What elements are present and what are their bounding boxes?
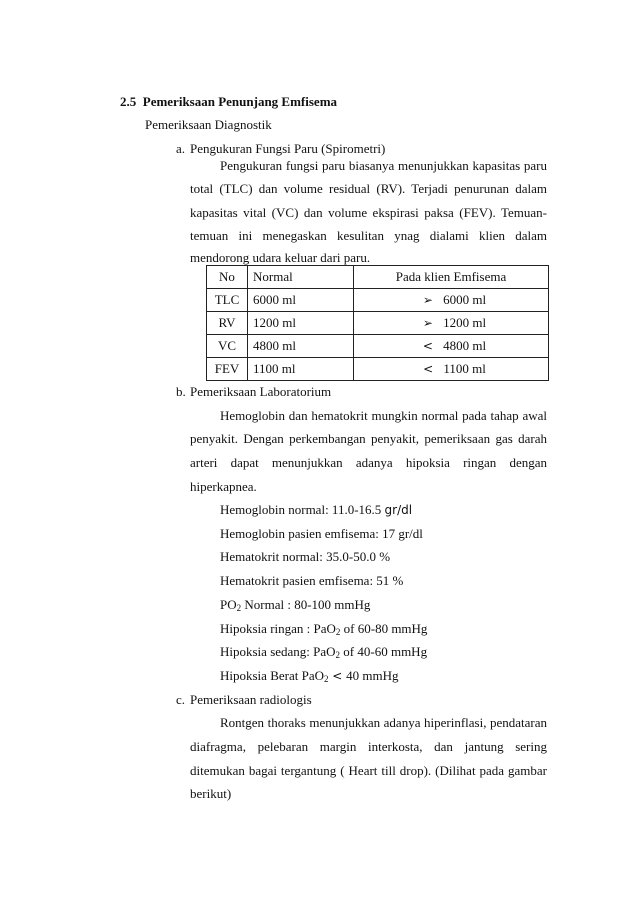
less-than-symbol: < [328,669,347,683]
patient-value: 6000 ml [443,292,487,307]
table-row [207,358,549,381]
hb-normal-label: Hemoglobin normal: 11.0-16.5 [220,502,385,517]
spirometry-table [206,265,549,381]
item-a-para-line-3: kapasitas vital (VC) dan volume ekspirasi paksa (FEV). Temuan- [190,205,547,220]
po2-normal [220,597,370,613]
hip-berat-sub: 2 [323,674,329,684]
table-cell-patient [354,312,549,335]
item-b-para-line-1: Hemoglobin dan hematokrit mungkin normal pada tahap awal [220,408,547,423]
hb-normal [220,502,412,518]
table-cell-normal: 6000 ml [248,289,354,312]
table-cell-patient [354,358,549,381]
table-cell-no: TLC [207,289,248,312]
item-a-para-line-2: total (TLC) dan volume residual (RV). Terjadi penurunan dalam [190,181,547,196]
section-title: Pemeriksaan Penunjang Emfisema [142,94,338,109]
arrowhead-bullet-icon: ➢ [422,316,433,330]
hb-pasien: Hemoglobin pasien emfisema: 17 gr/dl [220,526,423,541]
table-header-normal: Normal [248,266,354,289]
table-cell-normal: 1100 ml [248,358,354,381]
hip-berat-prefix: Hipoksia Berat PaO [220,668,324,683]
less-than-symbol: < [423,362,434,376]
ht-normal: Hematokrit normal: 35.0-50.0 % [220,549,391,564]
item-b-para-line-4: hiperkapnea. [190,479,257,494]
item-b-title: Pemeriksaan Laboratorium [190,384,332,399]
item-c-para-line-1: Rontgen thoraks menunjukkan adanya hiperinflasi, pendataran [220,715,547,730]
table-row [207,289,549,312]
hb-normal-unit: gr/dl [384,503,413,517]
hipoksia-ringan [220,621,427,637]
hip-sedang-sub: 2 [335,650,341,660]
table-header-patient: Pada klien Emfisema [354,266,549,289]
hip-berat-suffix: 40 mmHg [346,668,399,683]
subtitle: Pemeriksaan Diagnostik [145,117,272,132]
item-b-para-line-3: arteri dapat menunjukkan adanya hipoksia ringan dengan [190,455,547,470]
table-cell-no: VC [207,335,248,358]
patient-value: 1100 ml [443,361,486,376]
hip-ringan-suffix: of 60-80 mmHg [340,621,428,636]
table-header-row [207,266,549,289]
item-c-para-line-4: berikut) [190,786,232,801]
arrowhead-bullet-icon: ➢ [422,293,433,307]
section-heading [120,94,337,110]
patient-value: 1200 ml [443,315,487,330]
item-a-para-line-5: mendorong udara keluar dari paru. [190,250,371,265]
item-b-label: b. [176,384,186,399]
item-a-label: a. [176,141,186,156]
po2-sub: 2 [236,603,242,613]
less-than-symbol: < [422,339,433,353]
hipoksia-sedang [220,644,427,660]
po2-suffix: Normal : 80-100 mmHg [241,597,371,612]
hip-ringan-prefix: Hipoksia ringan : PaO [220,621,336,636]
po2-prefix: PO [220,597,237,612]
table-cell-normal: 1200 ml [248,312,354,335]
table-header-no: No [207,266,248,289]
table-row [207,312,549,335]
section-number: 2.5 [120,94,137,109]
item-c-para-line-3: ditemukan bagai tergantung ( Heart till drop). (Dilihat pada gambar [190,763,547,778]
item-c-title: Pemeriksaan radiologis [190,692,312,707]
item-b-para-line-2: penyakit. Dengan perkembangan penyakit, pemeriksaan gas darah [190,431,547,446]
table-row [207,335,549,358]
hip-ringan-sub: 2 [335,627,341,637]
table-cell-patient [354,335,549,358]
item-c-para-line-2: diafragma, pelebaran margin interkosta, dan jantung sering [190,739,547,754]
table-cell-no: RV [207,312,248,335]
item-a-para-line-4: temuan ini menegaskan kesulitan ynag dialami klien dalam [190,228,547,243]
item-a-title: Pengukuran Fungsi Paru (Spirometri) [190,141,386,156]
hip-sedang-suffix: of 40-60 mmHg [340,644,428,659]
hip-sedang-prefix: Hipoksia sedang: PaO [220,644,336,659]
ht-pasien: Hematokrit pasien emfisema: 51 % [220,573,404,588]
item-a-para-line-1: Pengukuran fungsi paru biasanya menunjukkan kapasitas paru [220,158,547,173]
item-c-label: c. [176,692,186,707]
table-cell-no: FEV [207,358,248,381]
patient-value: 4800 ml [443,338,487,353]
hipoksia-berat [220,668,399,684]
table-cell-patient [354,289,549,312]
table-cell-normal: 4800 ml [248,335,354,358]
